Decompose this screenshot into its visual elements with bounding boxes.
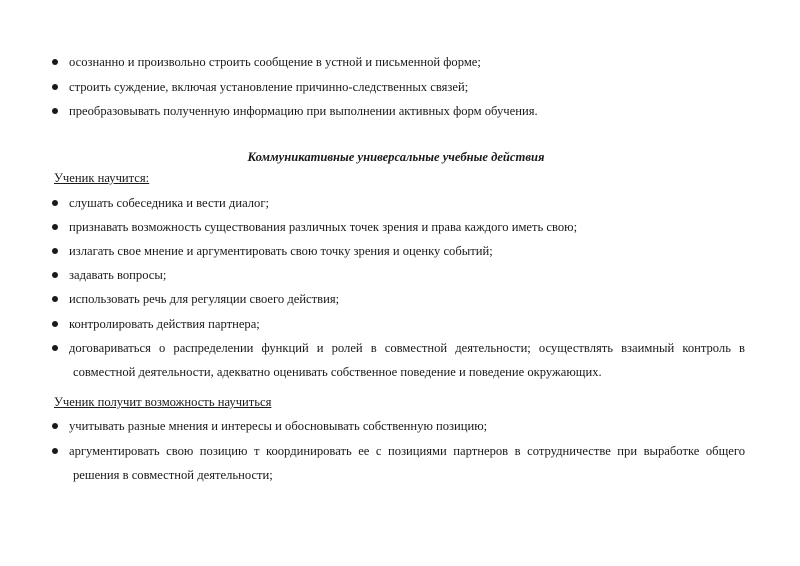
list-item-text: совместной деятельности, адекватно оценивать собственное поведение и поведение окружающих. (73, 365, 602, 379)
list-item-text: излагать свое мнение и аргументировать свою точку зрения и оценку событий; (69, 244, 493, 258)
list-item-text: использовать речь для регуляции своего действия; (69, 292, 340, 306)
bullet-icon (52, 224, 58, 230)
bullet-icon (52, 272, 58, 278)
list-item-text: аргументировать свою позицию т координировать ее с позициями партнеров в сотрудничестве при выработке общего (69, 444, 745, 458)
list-item-text: контролировать действия партнера; (69, 317, 260, 331)
section-heading-text: Коммуникативные универсальные учебные действия (247, 150, 545, 164)
list-item-text: учитывать разные мнения и интересы и обосновывать собственную позицию; (69, 419, 488, 433)
list-item-text: задавать вопросы; (69, 268, 167, 282)
section-heading (0, 149, 800, 165)
bullet-icon (52, 200, 58, 206)
bullet-icon (52, 84, 58, 90)
list-item-text: решения в совместной деятельности; (73, 468, 273, 482)
bullet-icon (52, 108, 58, 114)
bullet-icon (52, 423, 58, 429)
list-item-text: осознанно и произвольно строить сообщение в устной и письменной форме; (69, 55, 481, 69)
bullet-icon (52, 448, 58, 454)
learns-label: Ученик научится: (54, 171, 150, 185)
bullet-icon (52, 59, 58, 65)
list-item-text: договариваться о распределении функций и ролей в совместной деятельности; осуществлять взаимный контроль в (69, 341, 745, 355)
list-item-text: признавать возможность существования различных точек зрения и права каждого иметь свою; (69, 220, 578, 234)
list-item-text: слушать собеседника и вести диалог; (69, 196, 270, 210)
opportunity-label: Ученик получит возможность научиться (54, 395, 272, 409)
list-item-text: преобразовывать полученную информацию при выполнении активных форм обучения. (69, 104, 538, 118)
bullet-icon (52, 296, 58, 302)
list-item-text: строить суждение, включая установление причинно-следственных связей; (69, 80, 469, 94)
bullet-icon (52, 248, 58, 254)
bullet-icon (52, 321, 58, 327)
bullet-icon (52, 345, 58, 351)
